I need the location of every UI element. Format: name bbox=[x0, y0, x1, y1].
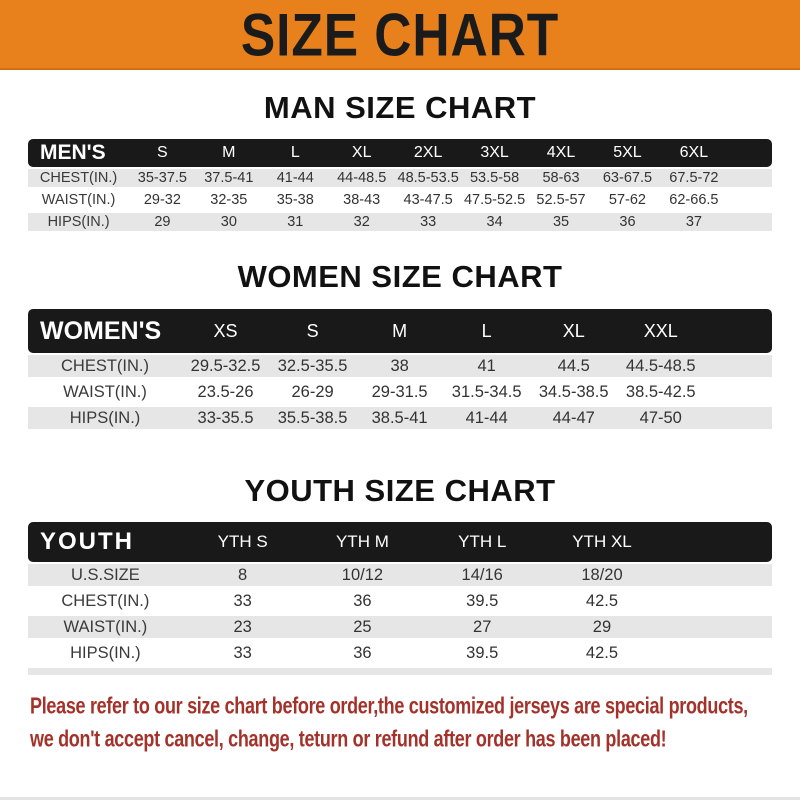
row-label: HIPS(IN.) bbox=[28, 211, 129, 233]
size-column-header: XXL bbox=[617, 309, 704, 353]
row-trailer bbox=[662, 614, 772, 640]
size-value-cell: 10/12 bbox=[303, 562, 423, 588]
size-value-cell: 37 bbox=[661, 211, 727, 233]
size-value-cell: 29-31.5 bbox=[356, 379, 443, 405]
size-value-cell: 44-47 bbox=[530, 405, 617, 431]
size-column-header: 3XL bbox=[461, 139, 527, 167]
size-value-cell: 48.5-53.5 bbox=[395, 167, 461, 189]
banner bbox=[0, 0, 800, 70]
table-header-row bbox=[28, 309, 772, 353]
table-end-stripe bbox=[28, 668, 772, 675]
footer-note-line2: we don't accept cancel, change, teturn or refund after order has been placed! bbox=[30, 726, 667, 752]
size-value-cell: 47.5-52.5 bbox=[461, 189, 527, 211]
size-value-cell: 25 bbox=[303, 614, 423, 640]
size-value-cell: 29 bbox=[542, 614, 662, 640]
size-value-cell: 44-48.5 bbox=[328, 167, 394, 189]
size-column-header: 2XL bbox=[395, 139, 461, 167]
table-row bbox=[28, 640, 772, 666]
size-value-cell: 31 bbox=[262, 211, 328, 233]
size-column-header: S bbox=[129, 139, 195, 167]
row-trailer bbox=[704, 353, 772, 379]
size-value-cell: 43-47.5 bbox=[395, 189, 461, 211]
table-corner-label: MEN'S bbox=[28, 139, 129, 167]
row-label: CHEST(IN.) bbox=[28, 588, 183, 614]
size-value-cell: 38.5-41 bbox=[356, 405, 443, 431]
table-row bbox=[28, 562, 772, 588]
size-value-cell: 58-63 bbox=[528, 167, 594, 189]
size-value-cell: 39.5 bbox=[422, 588, 542, 614]
row-trailer bbox=[662, 588, 772, 614]
table-row bbox=[28, 379, 772, 405]
men-size-table-container bbox=[28, 139, 772, 233]
size-value-cell: 37.5-41 bbox=[196, 167, 262, 189]
size-column-header: 6XL bbox=[661, 139, 727, 167]
size-value-cell: 67.5-72 bbox=[661, 167, 727, 189]
size-value-cell: 36 bbox=[303, 640, 423, 666]
size-value-cell: 47-50 bbox=[617, 405, 704, 431]
size-value-cell: 14/16 bbox=[422, 562, 542, 588]
page-title: SIZE CHART bbox=[240, 0, 560, 69]
size-value-cell: 38.5-42.5 bbox=[617, 379, 704, 405]
table-row bbox=[28, 614, 772, 640]
size-value-cell: 34.5-38.5 bbox=[530, 379, 617, 405]
size-value-cell: 36 bbox=[303, 588, 423, 614]
table-header-row bbox=[28, 522, 772, 562]
size-column-header: 5XL bbox=[594, 139, 660, 167]
size-value-cell: 42.5 bbox=[542, 588, 662, 614]
women-section-heading: WOMEN SIZE CHART bbox=[237, 259, 563, 294]
size-value-cell: 31.5-34.5 bbox=[443, 379, 530, 405]
size-value-cell: 34 bbox=[461, 211, 527, 233]
size-value-cell: 35 bbox=[528, 211, 594, 233]
table-row bbox=[28, 405, 772, 431]
row-trailer bbox=[727, 211, 772, 233]
size-value-cell: 41-44 bbox=[443, 405, 530, 431]
youth-section-heading: YOUTH SIZE CHART bbox=[244, 473, 556, 508]
size-column-header: YTH M bbox=[303, 522, 423, 562]
size-value-cell: 42.5 bbox=[542, 640, 662, 666]
women-size-table-container bbox=[28, 309, 772, 431]
table-corner-label: YOUTH bbox=[28, 522, 183, 562]
size-value-cell: 18/20 bbox=[542, 562, 662, 588]
size-column-header: YTH L bbox=[422, 522, 542, 562]
size-value-cell: 39.5 bbox=[422, 640, 542, 666]
row-label: HIPS(IN.) bbox=[28, 405, 182, 431]
table-row bbox=[28, 167, 772, 189]
women-size-section bbox=[0, 259, 800, 431]
size-table bbox=[28, 309, 772, 431]
size-table bbox=[28, 139, 772, 233]
size-value-cell: 33 bbox=[395, 211, 461, 233]
size-value-cell: 44.5 bbox=[530, 353, 617, 379]
size-value-cell: 23.5-26 bbox=[182, 379, 269, 405]
size-value-cell: 62-66.5 bbox=[661, 189, 727, 211]
size-value-cell: 63-67.5 bbox=[594, 167, 660, 189]
men-size-section bbox=[0, 90, 800, 233]
size-value-cell: 35-38 bbox=[262, 189, 328, 211]
size-value-cell: 32-35 bbox=[196, 189, 262, 211]
table-corner-label: WOMEN'S bbox=[28, 309, 182, 353]
size-value-cell: 33 bbox=[183, 588, 303, 614]
size-value-cell: 26-29 bbox=[269, 379, 356, 405]
row-label: WAIST(IN.) bbox=[28, 379, 182, 405]
size-value-cell: 32.5-35.5 bbox=[269, 353, 356, 379]
table-header-row bbox=[28, 139, 772, 167]
size-column-header: L bbox=[443, 309, 530, 353]
size-value-cell: 35-37.5 bbox=[129, 167, 195, 189]
table-row bbox=[28, 353, 772, 379]
size-value-cell: 36 bbox=[594, 211, 660, 233]
header-trailer bbox=[727, 139, 772, 167]
size-value-cell: 53.5-58 bbox=[461, 167, 527, 189]
footer-note-line1: Please refer to our size chart before order,the customized jerseys are special products, bbox=[30, 692, 748, 719]
header-trailer bbox=[704, 309, 772, 353]
row-trailer bbox=[704, 405, 772, 431]
youth-size-table-container bbox=[28, 522, 772, 666]
row-label: CHEST(IN.) bbox=[28, 353, 182, 379]
row-trailer bbox=[704, 379, 772, 405]
size-table bbox=[28, 522, 772, 666]
size-column-header: YTH XL bbox=[542, 522, 662, 562]
size-column-header: M bbox=[196, 139, 262, 167]
size-column-header: XL bbox=[328, 139, 394, 167]
size-value-cell: 32 bbox=[328, 211, 394, 233]
size-column-header: YTH S bbox=[183, 522, 303, 562]
row-label: WAIST(IN.) bbox=[28, 189, 129, 211]
row-label: HIPS(IN.) bbox=[28, 640, 183, 666]
size-column-header: M bbox=[356, 309, 443, 353]
size-value-cell: 33 bbox=[183, 640, 303, 666]
size-value-cell: 41-44 bbox=[262, 167, 328, 189]
size-value-cell: 41 bbox=[443, 353, 530, 379]
size-value-cell: 52.5-57 bbox=[528, 189, 594, 211]
row-label: U.S.SIZE bbox=[28, 562, 183, 588]
size-value-cell: 29-32 bbox=[129, 189, 195, 211]
row-label: WAIST(IN.) bbox=[28, 614, 183, 640]
size-value-cell: 38 bbox=[356, 353, 443, 379]
table-row bbox=[28, 211, 772, 233]
row-trailer bbox=[662, 562, 772, 588]
row-trailer bbox=[727, 189, 772, 211]
size-value-cell: 35.5-38.5 bbox=[269, 405, 356, 431]
size-value-cell: 33-35.5 bbox=[182, 405, 269, 431]
size-value-cell: 8 bbox=[183, 562, 303, 588]
size-column-header: XL bbox=[530, 309, 617, 353]
table-row bbox=[28, 189, 772, 211]
size-value-cell: 57-62 bbox=[594, 189, 660, 211]
size-value-cell: 23 bbox=[183, 614, 303, 640]
men-section-heading: MAN SIZE CHART bbox=[263, 90, 537, 125]
row-label: CHEST(IN.) bbox=[28, 167, 129, 189]
footer-note bbox=[30, 689, 800, 756]
size-value-cell: 29 bbox=[129, 211, 195, 233]
size-column-header: 4XL bbox=[528, 139, 594, 167]
table-row bbox=[28, 588, 772, 614]
size-value-cell: 38-43 bbox=[328, 189, 394, 211]
size-value-cell: 44.5-48.5 bbox=[617, 353, 704, 379]
size-column-header: XS bbox=[182, 309, 269, 353]
size-column-header: S bbox=[269, 309, 356, 353]
header-trailer bbox=[662, 522, 772, 562]
row-trailer bbox=[727, 167, 772, 189]
size-column-header: L bbox=[262, 139, 328, 167]
size-value-cell: 29.5-32.5 bbox=[182, 353, 269, 379]
row-trailer bbox=[662, 640, 772, 666]
size-value-cell: 30 bbox=[196, 211, 262, 233]
youth-size-section bbox=[0, 473, 800, 675]
size-value-cell: 27 bbox=[422, 614, 542, 640]
